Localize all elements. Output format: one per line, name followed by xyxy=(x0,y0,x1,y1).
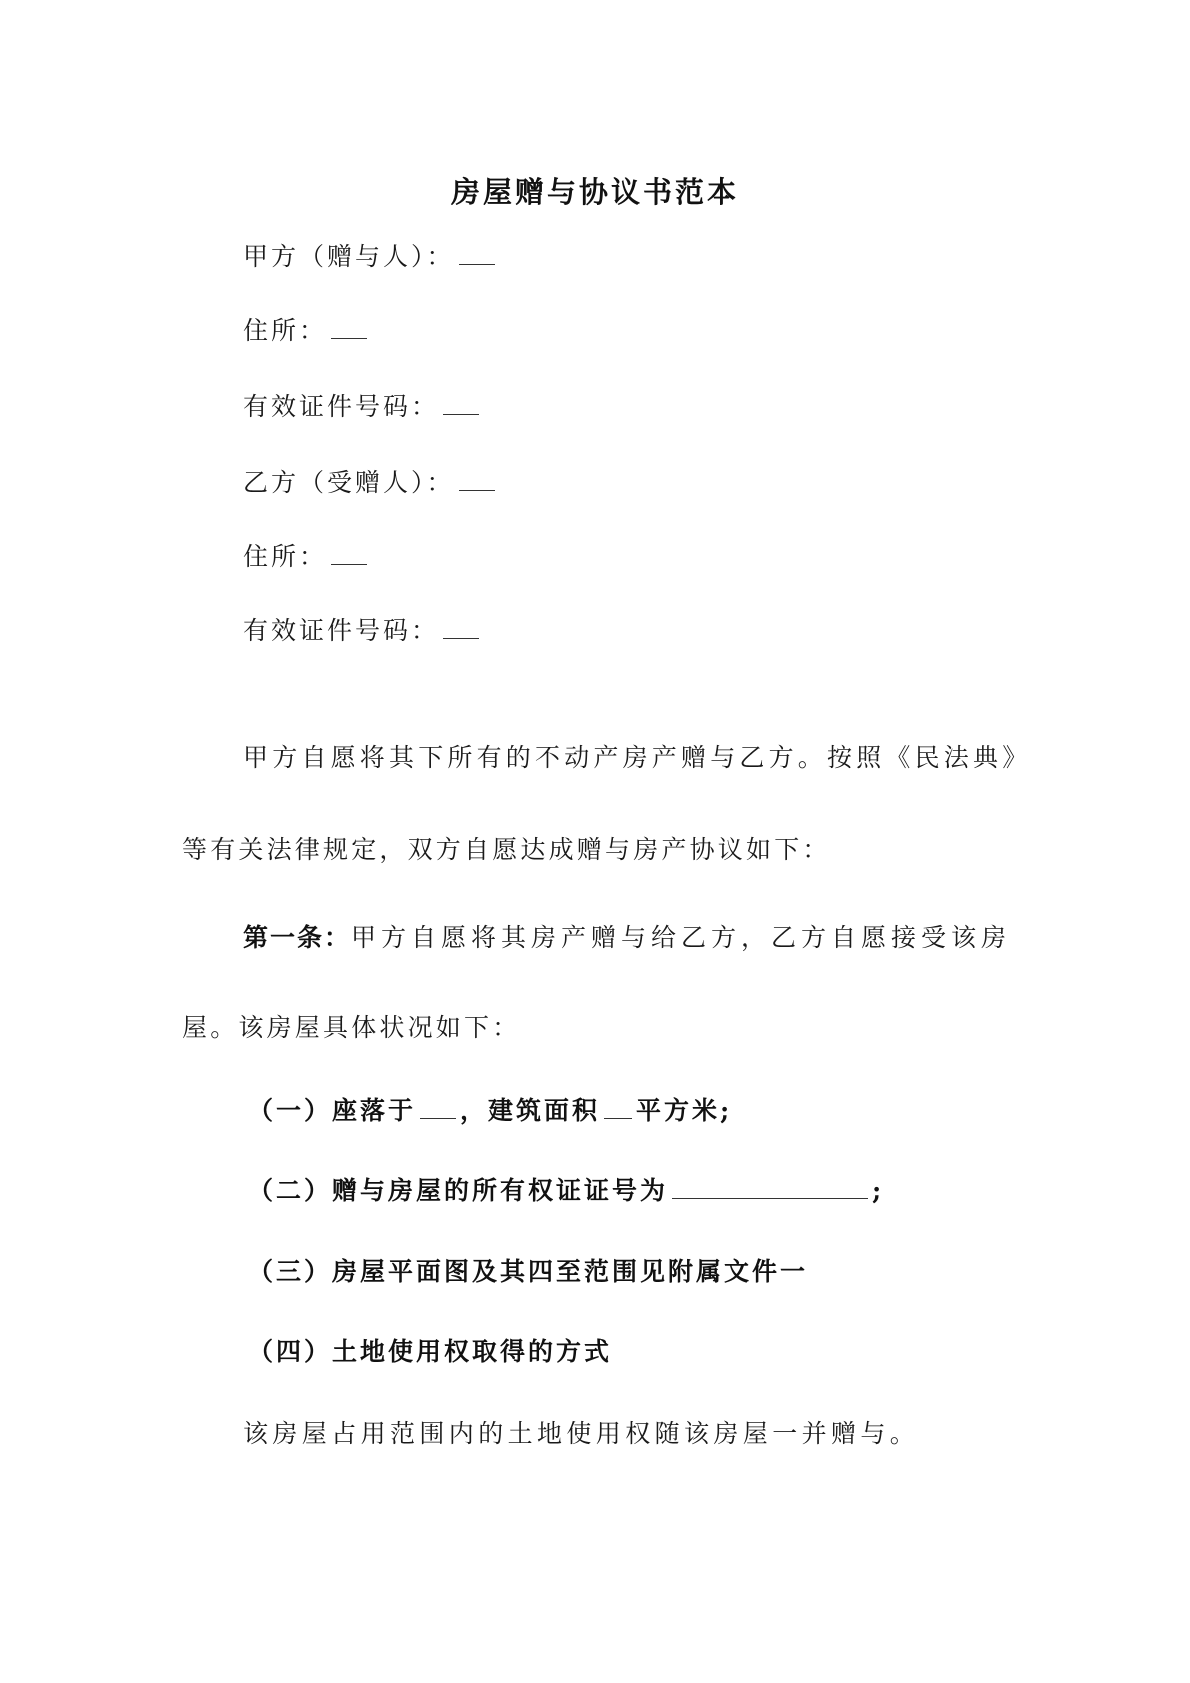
party-b-line xyxy=(243,466,499,499)
item-1-area-blank xyxy=(604,1094,632,1119)
item-2 xyxy=(248,1174,884,1207)
party-b-label: 乙方（受赠人）： xyxy=(243,468,455,497)
item-2-suffix: ; xyxy=(872,1176,885,1205)
party-b-blank xyxy=(459,466,495,491)
article-1-line-1 xyxy=(243,922,1011,954)
party-a-address-blank xyxy=(331,314,367,339)
item-4: （四）土地使用权取得的方式 xyxy=(248,1337,613,1366)
party-b-address-label: 住所： xyxy=(243,542,328,571)
party-a-id-label: 有效证件号码： xyxy=(243,392,440,421)
party-b-id-blank xyxy=(443,614,479,639)
party-b-address-line xyxy=(243,540,371,573)
party-a-id-blank xyxy=(443,390,479,415)
party-a-label: 甲方（赠与人）： xyxy=(243,242,455,271)
article-1-line-2: 屋。该房屋具体状况如下： xyxy=(182,1013,521,1042)
item-1-middle: ，建筑面积 xyxy=(460,1096,601,1125)
party-a-line xyxy=(243,240,499,273)
party-b-address-blank xyxy=(331,540,367,565)
document-title: 房屋赠与协议书范本 xyxy=(450,175,739,209)
item-2-prefix: （二）赠与房屋的所有权证证号为 xyxy=(248,1176,669,1205)
preamble-line-1: 甲方自愿将其下所有的不动产房产赠与乙方。按照《民法典》 xyxy=(243,743,1032,772)
article-1-heading: 第一条： xyxy=(243,923,352,952)
party-a-blank xyxy=(459,240,495,265)
item-2-certificate-blank xyxy=(672,1174,868,1199)
party-b-id-label: 有效证件号码： xyxy=(243,616,440,645)
party-a-address-label: 住所： xyxy=(243,316,328,345)
party-b-id-line xyxy=(243,614,483,647)
article-1-text: 甲方自愿将其房产赠与给乙方，乙方自愿接受该房 xyxy=(351,923,1012,952)
preamble-line-2: 等有关法律规定，双方自愿达成赠与房产协议如下： xyxy=(182,835,831,864)
item-1-prefix: （一）座落于 xyxy=(248,1096,417,1125)
item-3: （三）房屋平面图及其四至范围见附属文件一 xyxy=(248,1257,809,1286)
item-1-suffix: 平方米; xyxy=(636,1096,733,1125)
party-a-address-line xyxy=(243,314,371,347)
item-1-location-blank xyxy=(420,1094,456,1119)
party-a-id-line xyxy=(243,390,483,423)
item-1 xyxy=(248,1094,732,1127)
closing-paragraph: 该房屋占用范围内的土地使用权随该房屋一并赠与。 xyxy=(243,1419,920,1448)
